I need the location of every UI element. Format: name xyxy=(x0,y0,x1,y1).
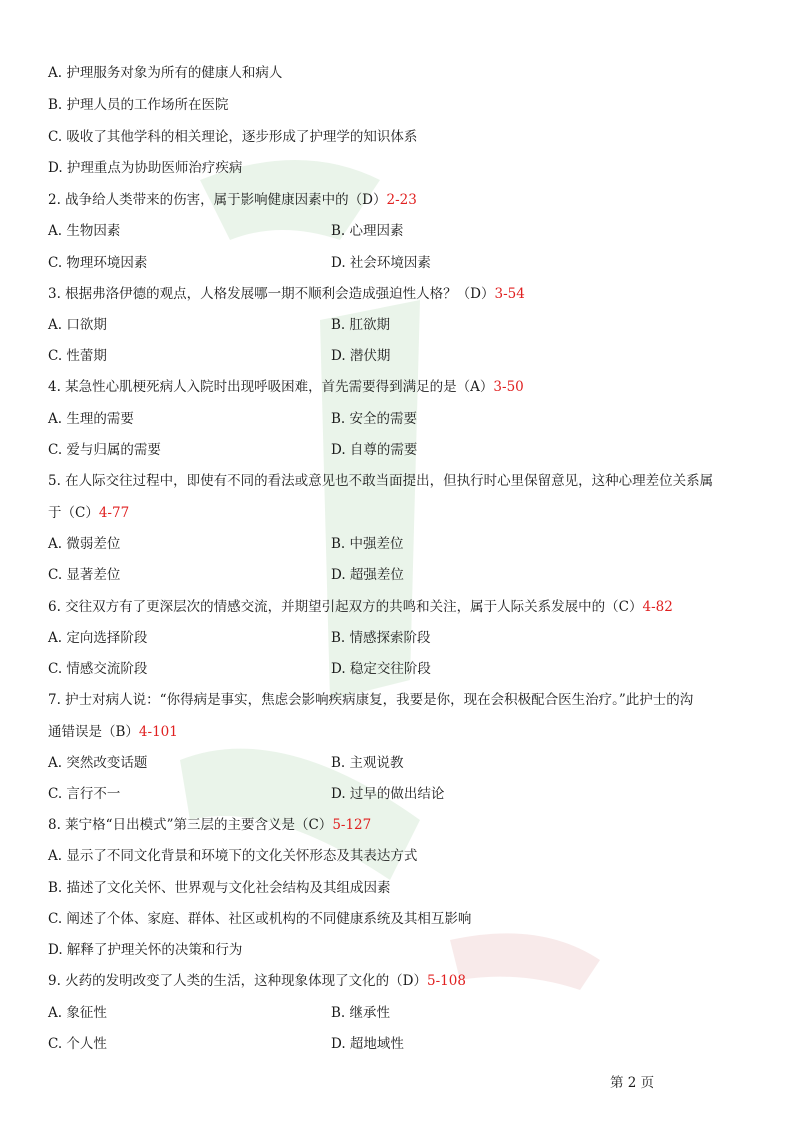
page-reference: 5-108 xyxy=(427,973,466,989)
question-line xyxy=(48,190,748,210)
option-right: D. 潜伏期 xyxy=(331,348,391,364)
page-number: 第 2 页 xyxy=(610,1075,655,1091)
option-right: B. 安全的需要 xyxy=(331,411,418,427)
option-right: D. 自尊的需要 xyxy=(331,442,418,458)
option-row xyxy=(48,409,748,429)
page-reference: 2-23 xyxy=(386,192,417,208)
line-text: C. 个人性 xyxy=(48,1036,107,1052)
line-text: A. 口欲期 xyxy=(48,317,107,333)
line-text: D. 护理重点为协助医师治疗疾病 xyxy=(48,160,243,176)
line-text: C. 吸收了其他学科的相关理论，逐步形成了护理学的知识体系 xyxy=(48,129,418,145)
text-line xyxy=(48,940,748,960)
text-line xyxy=(48,127,748,147)
question-line xyxy=(48,722,748,742)
watermark-logo xyxy=(120,120,680,1000)
text-line xyxy=(48,878,748,898)
line-text: C. 性蕾期 xyxy=(48,348,107,364)
line-text: 于（C） xyxy=(48,505,99,521)
line-text: C. 言行不一 xyxy=(48,786,121,802)
page-reference: 5-127 xyxy=(332,817,372,833)
line-text: A. 微弱差位 xyxy=(48,536,121,552)
option-right: D. 超地域性 xyxy=(331,1036,404,1052)
option-row xyxy=(48,784,748,804)
line-text: A. 象征性 xyxy=(48,1005,107,1021)
line-text: C. 阐述了个体、家庭、群体、社区或机构的不同健康系统及其相互影响 xyxy=(48,911,472,927)
text-line xyxy=(48,909,748,929)
option-row xyxy=(48,659,748,679)
question-line xyxy=(48,815,748,835)
line-text: B. 护理人员的工作场所在医院 xyxy=(48,97,229,113)
text-line xyxy=(48,63,748,83)
text-line xyxy=(48,690,748,710)
line-text: 7. 护士对病人说：“你得病是事实，焦虑会影响疾病康复，我要是你，现在会积极配合医生治疗。”此护士的沟 xyxy=(48,692,694,708)
text-line xyxy=(48,471,748,491)
page-reference: 4-82 xyxy=(642,599,673,615)
option-right: B. 中强差位 xyxy=(331,536,404,552)
option-right: B. 肛欲期 xyxy=(331,317,391,333)
line-text: C. 爱与归属的需要 xyxy=(48,442,161,458)
page-reference: 4-77 xyxy=(98,505,130,521)
line-text: 8. 莱宁格“日出模式”第三层的主要含义是（C） xyxy=(48,817,333,833)
option-right: B. 主观说教 xyxy=(331,755,404,771)
line-text: C. 显著差位 xyxy=(48,567,121,583)
option-right: D. 过早的做出结论 xyxy=(331,786,445,802)
line-text: C. 情感交流阶段 xyxy=(48,661,148,677)
text-line xyxy=(48,846,748,866)
option-row xyxy=(48,1003,748,1023)
line-text: 通错误是（B） xyxy=(48,724,139,740)
option-row xyxy=(48,534,748,554)
option-row xyxy=(48,253,748,273)
option-right: D. 超强差位 xyxy=(331,567,404,583)
option-row xyxy=(48,565,748,585)
line-text: C. 物理环境因素 xyxy=(48,255,148,271)
option-right: B. 继承性 xyxy=(331,1005,391,1021)
option-row xyxy=(48,1034,748,1054)
page-reference: 3-50 xyxy=(493,379,524,395)
option-row xyxy=(48,315,748,335)
text-line xyxy=(48,158,748,178)
line-text: 4. 某急性心肌梗死病人入院时出现呼吸困难，首先需要得到满足的是（A） xyxy=(48,379,494,395)
option-row xyxy=(48,440,748,460)
page-reference: 4-101 xyxy=(138,724,178,740)
option-right: B. 情感探索阶段 xyxy=(331,630,431,646)
option-right: D. 稳定交往阶段 xyxy=(331,661,431,677)
line-text: 5. 在人际交往过程中，即使有不同的看法或意见也不敢当面提出，但执行时心里保留意见，这种心理差位关系属 xyxy=(48,473,714,489)
line-text: A. 护理服务对象为所有的健康人和病人 xyxy=(48,65,283,81)
question-line xyxy=(48,971,748,991)
question-line xyxy=(48,597,748,617)
question-line xyxy=(48,503,748,523)
line-text: D. 解释了护理关怀的决策和行为 xyxy=(48,942,243,958)
page-reference: 3-54 xyxy=(494,286,525,302)
line-text: B. 描述了文化关怀、世界观与文化社会结构及其组成因素 xyxy=(48,880,391,896)
question-line xyxy=(48,377,748,397)
option-row xyxy=(48,628,748,648)
option-row xyxy=(48,753,748,773)
option-row xyxy=(48,346,748,366)
line-text: A. 定向选择阶段 xyxy=(48,630,148,646)
line-text: A. 生物因素 xyxy=(48,223,121,239)
line-text: A. 突然改变话题 xyxy=(48,755,148,771)
text-line xyxy=(48,95,748,115)
line-text: 6. 交往双方有了更深层次的情感交流，并期望引起双方的共鸣和关注，属于人际关系发展中的（C） xyxy=(48,599,643,615)
line-text: 3. 根据弗洛伊德的观点，人格发展哪一期不顺利会造成强迫性人格？（D） xyxy=(48,286,495,302)
option-row xyxy=(48,221,748,241)
line-text: A. 显示了不同文化背景和环境下的文化关怀形态及其表达方式 xyxy=(48,848,418,864)
line-text: 2. 战争给人类带来的伤害，属于影响健康因素中的（D） xyxy=(48,192,387,208)
question-line xyxy=(48,284,748,304)
line-text: A. 生理的需要 xyxy=(48,411,134,427)
line-text: 9. 火药的发明改变了人类的生活，这种现象体现了文化的（D） xyxy=(48,973,427,989)
option-right: D. 社会环境因素 xyxy=(331,255,431,271)
option-right: B. 心理因素 xyxy=(331,223,404,239)
